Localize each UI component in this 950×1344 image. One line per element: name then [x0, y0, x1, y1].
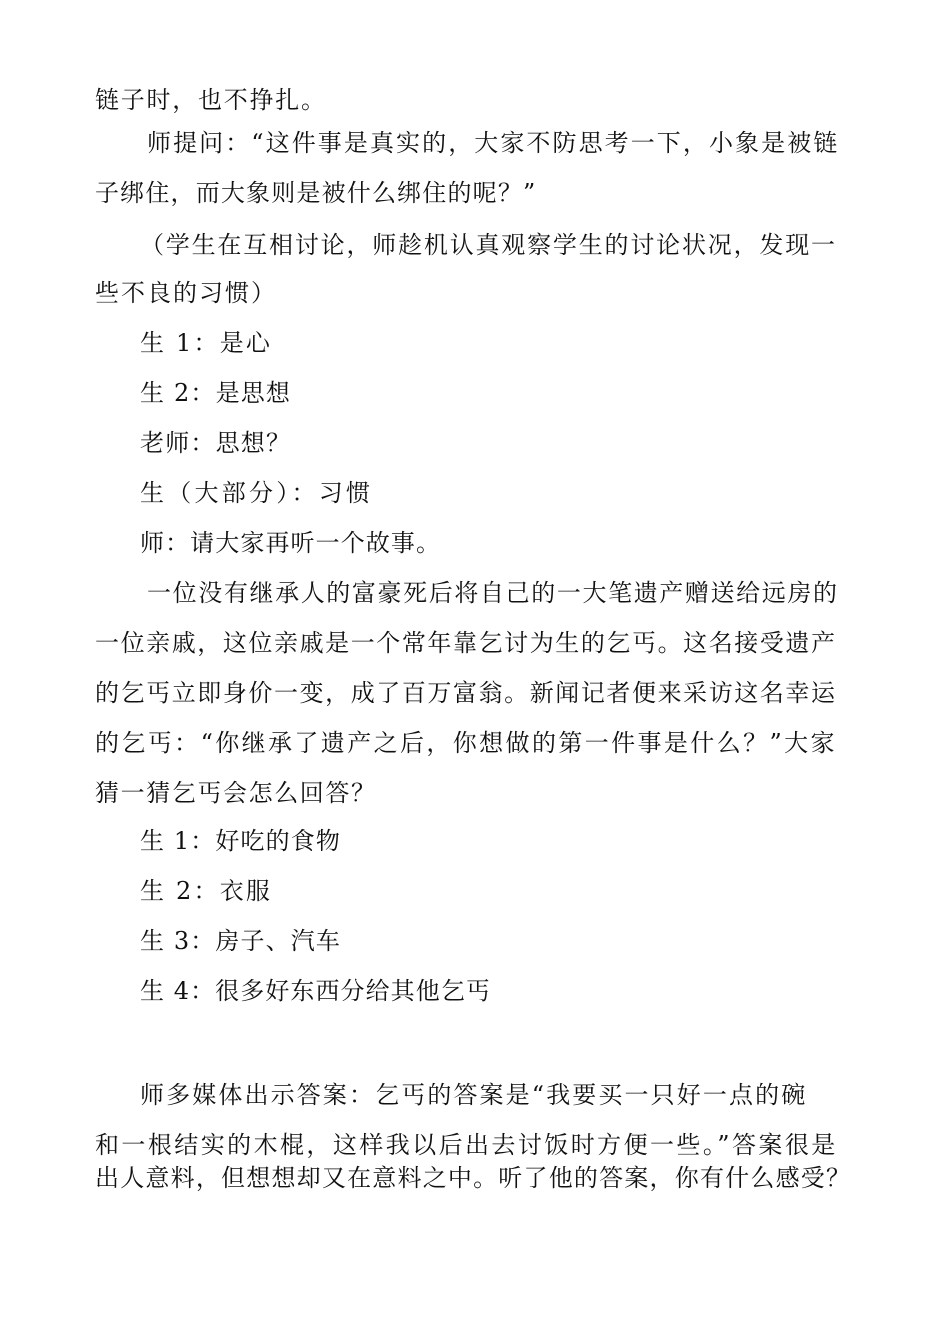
text-line: 生 2：是思想: [140, 379, 292, 407]
text-line: 老师：思想？: [140, 429, 292, 457]
text-line: 生（大部分）：习惯: [140, 479, 374, 507]
text-line: 生 1：是心: [140, 329, 273, 357]
text-line: 的乞丐：“你继承了遗产之后，你想做的第一件事是什么？”大家: [95, 729, 837, 757]
text-line: 些不良的习惯）: [95, 279, 277, 307]
text-line: 链子时，也不挣扎。: [95, 86, 327, 114]
text-line: 一位没有继承人的富豪死后将自己的一大笔遗产赠送给远房的: [147, 579, 839, 607]
text-line: 子绑住，而大象则是被什么绑住的呢？”: [95, 179, 537, 207]
text-line: 生 3：房子、汽车: [140, 927, 342, 955]
text-line: 出人意料，但想想却又在意料之中。听了他的答案，你有什么感受？: [95, 1164, 852, 1192]
text-line: 师提问：“这件事是真实的，大家不防思考一下，小象是被链: [147, 129, 840, 157]
text-line: 师：请大家再听一个故事。: [140, 529, 442, 557]
text-line: 和一根结实的木棍，这样我以后出去讨饭时方便一些。”答案很是: [95, 1131, 838, 1159]
text-line: （学生在互相讨论，师趁机认真观察学生的讨论状况，发现一: [140, 231, 837, 259]
text-line: 猜一猜乞丐会怎么回答？: [95, 779, 377, 807]
text-line: 生 1：好吃的食物: [140, 827, 342, 855]
text-line: 生 2：衣服: [140, 877, 273, 905]
text-line: 一位亲戚，这位亲戚是一个常年靠乞讨为生的乞丐。这名接受遗产: [95, 629, 837, 657]
text-line: 的乞丐立即身价一变，成了百万富翁。新闻记者便来采访这名幸运: [95, 679, 837, 707]
text-line: 师多媒体出示答案：乞丐的答案是“我要买一只好一点的碗: [140, 1081, 808, 1109]
text-line: 生 4：很多好东西分给其他乞丐: [140, 977, 491, 1005]
